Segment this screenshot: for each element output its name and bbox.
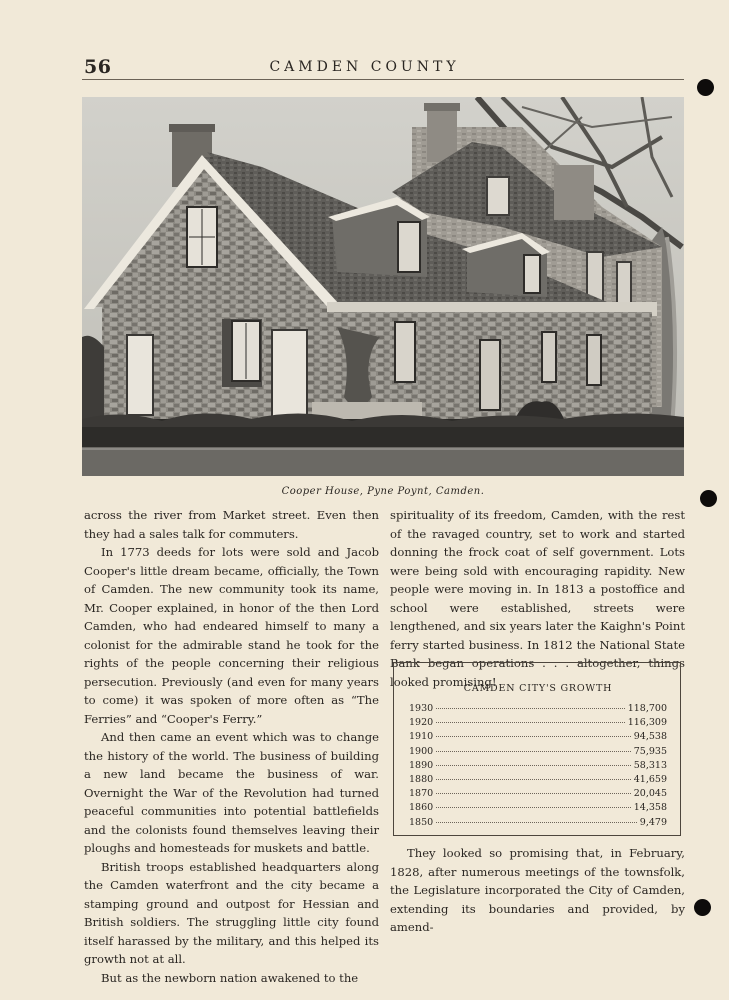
- growth-year: 1880: [409, 773, 434, 785]
- paragraph: And then came an event which was to change the history of the world. The business of building a new land became the business of war. Overnight the War of the Revolution had turned peaceful communities into potential battlefields and the colonists found themselves leaving their ploughs and homesteads for muskets and battle.: [84, 730, 379, 855]
- growth-year: 1920: [409, 717, 434, 729]
- dot-leader: [436, 722, 625, 723]
- left-column: [84, 506, 379, 987]
- growth-population: 75,935: [633, 745, 667, 757]
- paragraph: spirituality of its freedom, Camden, with the rest of the ravaged country, set to work and started donning the frock coat of self government. Lots were being sold with encouraging rapidity. New people were moving in. In 1813 a postoffice and school were established, streets were lengthened, and six years later the Kaighn's Point ferry started business. In 1812 the National State Bank began operations . . . altogether, things looked promising!: [390, 508, 685, 689]
- growth-row: [409, 817, 667, 831]
- growth-year: 1900: [409, 745, 434, 757]
- growth-population: 41,659: [633, 773, 667, 785]
- paragraph: across the river from Market street. Even then they had a sales talk for commuters.: [84, 508, 379, 541]
- growth-table-rows: [409, 703, 667, 831]
- growth-row: [409, 717, 667, 731]
- punch-hole: [694, 899, 711, 916]
- growth-year: 1850: [409, 816, 434, 828]
- dot-leader: [436, 736, 631, 737]
- growth-year: 1860: [409, 802, 434, 814]
- paragraph: They looked so promising that, in February, 1828, after numerous meetings of the townsfolk, the Legislature incorporated the City of Camden, extending its boundaries and provided, by amend-: [390, 846, 685, 934]
- paragraph: In 1773 deeds for lots were sold and Jacob Cooper's little dream became, officially, the Town of Camden. The new community took its name, Mr. Cooper explained, in honor of the then Lord Camden, who had endeared himself to many a colonist for the admirable stand he took for the rights of the people concerning their religious persecution. Previously (and even for many years to come) it was spoken of more often as “The Ferries” and “Cooper's Ferry.”: [84, 545, 379, 726]
- dot-leader: [436, 751, 631, 752]
- growth-year: 1890: [409, 759, 434, 771]
- dot-leader: [436, 793, 631, 794]
- dot-leader: [436, 822, 637, 823]
- house-photo: [82, 97, 684, 476]
- page-number: 56: [84, 56, 112, 78]
- dot-leader: [436, 708, 625, 709]
- growth-population: 9,479: [639, 816, 667, 828]
- growth-table-title: CAMDEN CITY'S GROWTH: [463, 683, 613, 694]
- growth-population: 20,045: [633, 788, 667, 800]
- punch-hole: [697, 79, 714, 96]
- dot-leader: [436, 779, 631, 780]
- dot-leader: [436, 807, 631, 808]
- growth-table: [393, 662, 681, 836]
- growth-row: [409, 788, 667, 802]
- growth-population: 94,538: [633, 731, 667, 743]
- paragraph: British troops established headquarters along the Camden waterfront and the city became a stamping ground and outpost for Hessian and British soldiers. The struggling little city found itself harassed by the military, and this helped its growth not at all.: [84, 859, 379, 966]
- growth-year: 1930: [409, 703, 434, 714]
- growth-row: [409, 703, 667, 717]
- growth-row: [409, 774, 667, 788]
- right-column-bottom: [390, 844, 685, 937]
- growth-population: 58,313: [633, 759, 667, 771]
- photo-caption: Cooper House, Pyne Poynt, Camden.: [281, 486, 485, 497]
- growth-row: [409, 760, 667, 774]
- growth-population: 118,700: [627, 703, 667, 714]
- paragraph: But as the newborn nation awakened to the: [101, 970, 359, 985]
- growth-year: 1870: [409, 788, 434, 800]
- growth-population: 116,309: [627, 717, 667, 729]
- growth-row: [409, 746, 667, 760]
- growth-row: [409, 802, 667, 816]
- header-rule: [82, 79, 684, 80]
- growth-row: [409, 731, 667, 745]
- dot-leader: [436, 765, 631, 766]
- running-head: CAMDEN COUNTY: [269, 59, 460, 75]
- growth-year: 1910: [409, 731, 434, 743]
- growth-population: 14,358: [633, 802, 667, 814]
